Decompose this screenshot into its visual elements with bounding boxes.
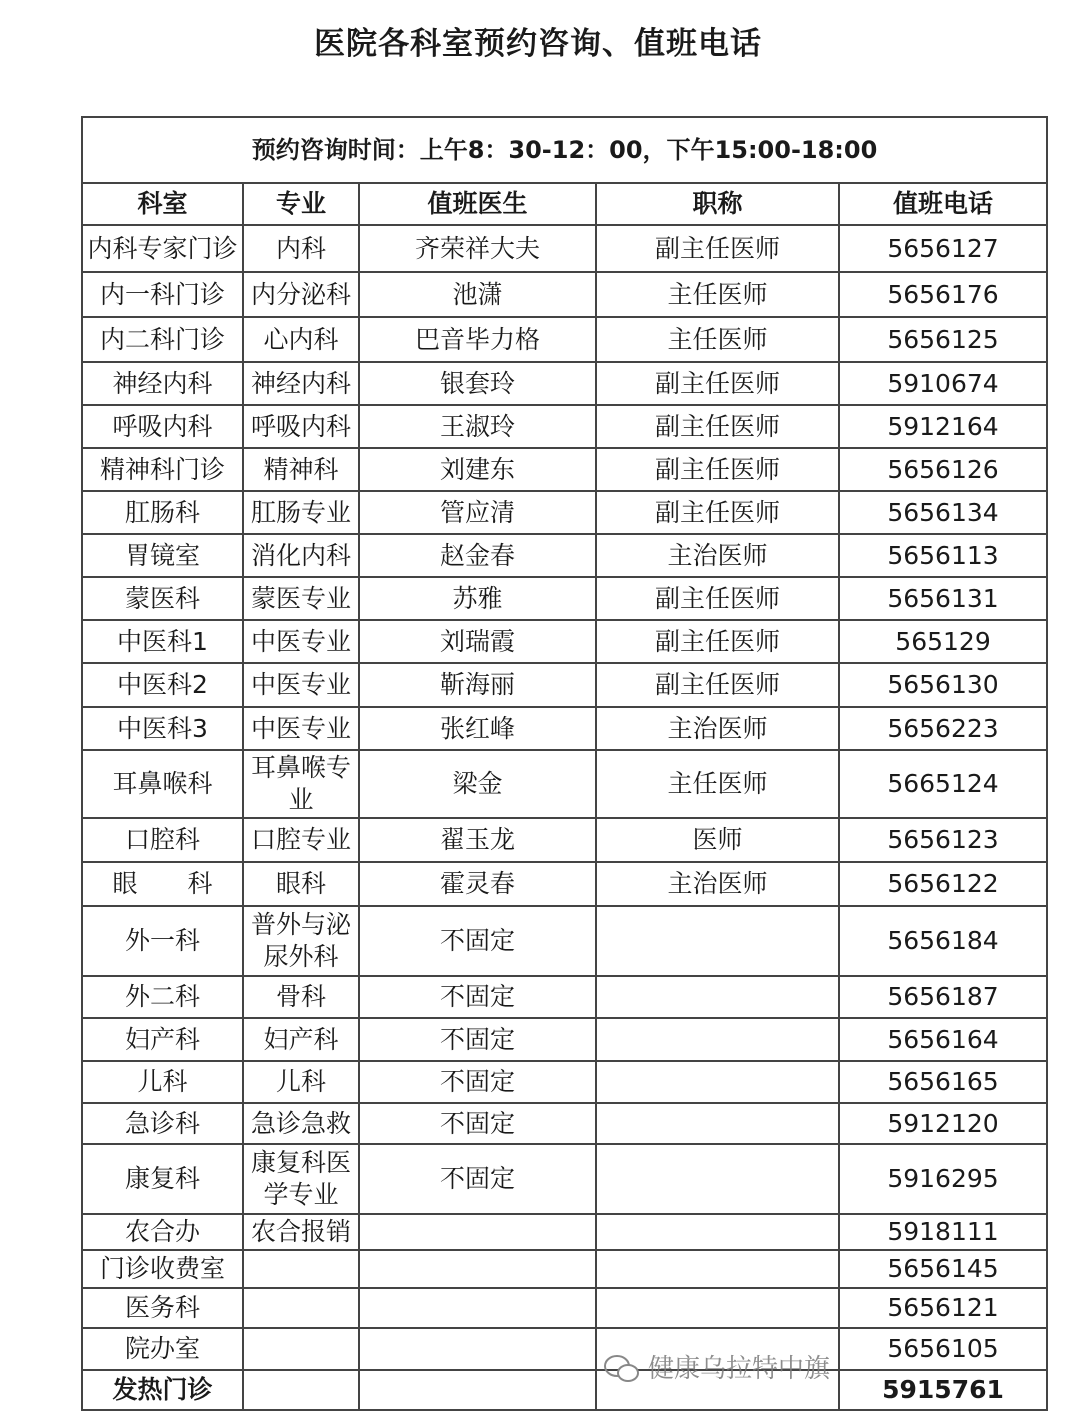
cell-doctor: 不固定 bbox=[359, 976, 596, 1018]
cell-dept: 胃镜室 bbox=[82, 534, 243, 577]
cell-specialty: 眼科 bbox=[243, 862, 359, 906]
cell-doctor: 不固定 bbox=[359, 906, 596, 976]
cell-dept: 门诊收费室 bbox=[82, 1250, 243, 1288]
cell-doctor: 不固定 bbox=[359, 1103, 596, 1144]
table-row bbox=[82, 1214, 1047, 1250]
cell-specialty: 神经内科 bbox=[243, 362, 359, 405]
table-row bbox=[82, 1370, 1047, 1410]
cell-title bbox=[596, 906, 839, 976]
table-row bbox=[82, 750, 1047, 818]
consult-hours: 预约咨询时间：上午8：30-12：00，下午15:00-18:00 bbox=[82, 117, 1047, 183]
cell-title bbox=[596, 1103, 839, 1144]
cell-title bbox=[596, 1061, 839, 1103]
cell-doctor: 苏雅 bbox=[359, 577, 596, 620]
cell-specialty: 耳鼻喉专业 bbox=[243, 750, 359, 818]
table-row bbox=[82, 491, 1047, 534]
cell-specialty: 中医专业 bbox=[243, 620, 359, 663]
cell-doctor: 银套玲 bbox=[359, 362, 596, 405]
cell-phone: 5656145 bbox=[839, 1250, 1047, 1288]
cell-title: 主任医师 bbox=[596, 750, 839, 818]
cell-specialty bbox=[243, 1288, 359, 1328]
col-header-phone: 值班电话 bbox=[839, 183, 1047, 225]
cell-specialty: 康复科医学专业 bbox=[243, 1144, 359, 1214]
cell-phone: 5656121 bbox=[839, 1288, 1047, 1328]
cell-title: 副主任医师 bbox=[596, 362, 839, 405]
cell-doctor: 不固定 bbox=[359, 1061, 596, 1103]
cell-dept: 眼 科 bbox=[82, 862, 243, 906]
cell-phone: 5656184 bbox=[839, 906, 1047, 976]
cell-doctor: 张红峰 bbox=[359, 707, 596, 750]
cell-dept: 耳鼻喉科 bbox=[82, 750, 243, 818]
cell-specialty: 内分泌科 bbox=[243, 272, 359, 317]
table-row bbox=[82, 663, 1047, 707]
col-header-doctor: 值班医生 bbox=[359, 183, 596, 225]
col-header-title: 职称 bbox=[596, 183, 839, 225]
cell-dept: 外一科 bbox=[82, 906, 243, 976]
phone-table bbox=[81, 116, 1048, 1411]
cell-dept: 农合办 bbox=[82, 1214, 243, 1250]
cell-specialty: 普外与泌尿外科 bbox=[243, 906, 359, 976]
cell-phone: 5656164 bbox=[839, 1018, 1047, 1061]
cell-dept: 精神科门诊 bbox=[82, 448, 243, 491]
cell-phone: 5918111 bbox=[839, 1214, 1047, 1250]
cell-dept: 中医科1 bbox=[82, 620, 243, 663]
cell-doctor: 赵金春 bbox=[359, 534, 596, 577]
cell-phone: 5656131 bbox=[839, 577, 1047, 620]
col-header-dept: 科室 bbox=[82, 183, 243, 225]
cell-specialty: 农合报销 bbox=[243, 1214, 359, 1250]
cell-phone: 5665124 bbox=[839, 750, 1047, 818]
cell-title: 主治医师 bbox=[596, 534, 839, 577]
cell-dept: 中医科3 bbox=[82, 707, 243, 750]
cell-phone: 5656122 bbox=[839, 862, 1047, 906]
cell-title bbox=[596, 1250, 839, 1288]
cell-phone: 5915761 bbox=[839, 1370, 1047, 1410]
cell-dept: 院办室 bbox=[82, 1328, 243, 1370]
cell-doctor: 梁金 bbox=[359, 750, 596, 818]
watermark-text: 健康乌拉特中旗 bbox=[648, 1354, 831, 1384]
cell-specialty: 蒙医专业 bbox=[243, 577, 359, 620]
cell-phone: 565129 bbox=[839, 620, 1047, 663]
table-row bbox=[82, 225, 1047, 272]
cell-doctor bbox=[359, 1250, 596, 1288]
table-row bbox=[82, 534, 1047, 577]
cell-specialty: 心内科 bbox=[243, 317, 359, 362]
cell-specialty: 急诊急救 bbox=[243, 1103, 359, 1144]
cell-title: 副主任医师 bbox=[596, 225, 839, 272]
cell-specialty: 内科 bbox=[243, 225, 359, 272]
cell-doctor: 不固定 bbox=[359, 1018, 596, 1061]
cell-specialty: 骨科 bbox=[243, 976, 359, 1018]
cell-phone: 5912164 bbox=[839, 405, 1047, 448]
table-row bbox=[82, 405, 1047, 448]
cell-phone: 5656123 bbox=[839, 818, 1047, 862]
cell-dept: 中医科2 bbox=[82, 663, 243, 707]
cell-specialty bbox=[243, 1370, 359, 1410]
cell-specialty: 肛肠专业 bbox=[243, 491, 359, 534]
cell-title: 医师 bbox=[596, 818, 839, 862]
cell-phone: 5656223 bbox=[839, 707, 1047, 750]
table-row bbox=[82, 818, 1047, 862]
cell-phone: 5656127 bbox=[839, 225, 1047, 272]
cell-phone: 5656187 bbox=[839, 976, 1047, 1018]
cell-doctor: 不固定 bbox=[359, 1144, 596, 1214]
cell-specialty: 中医专业 bbox=[243, 663, 359, 707]
cell-specialty: 消化内科 bbox=[243, 534, 359, 577]
cell-dept: 蒙医科 bbox=[82, 577, 243, 620]
cell-dept: 内一科门诊 bbox=[82, 272, 243, 317]
cell-dept: 外二科 bbox=[82, 976, 243, 1018]
table-row bbox=[82, 620, 1047, 663]
watermark bbox=[602, 1352, 830, 1386]
cell-doctor: 靳海丽 bbox=[359, 663, 596, 707]
cell-dept: 口腔科 bbox=[82, 818, 243, 862]
cell-title bbox=[596, 976, 839, 1018]
table-row bbox=[82, 707, 1047, 750]
cell-phone: 5656105 bbox=[839, 1328, 1047, 1370]
cell-phone: 5656165 bbox=[839, 1061, 1047, 1103]
cell-title bbox=[596, 1144, 839, 1214]
cell-title: 副主任医师 bbox=[596, 620, 839, 663]
table-row bbox=[82, 1061, 1047, 1103]
cell-specialty: 妇产科 bbox=[243, 1018, 359, 1061]
cell-dept: 康复科 bbox=[82, 1144, 243, 1214]
table-row bbox=[82, 577, 1047, 620]
cell-doctor bbox=[359, 1370, 596, 1410]
table-row bbox=[82, 362, 1047, 405]
cell-title: 副主任医师 bbox=[596, 577, 839, 620]
table-row bbox=[82, 1288, 1047, 1328]
cell-doctor: 池潇 bbox=[359, 272, 596, 317]
cell-dept: 内二科门诊 bbox=[82, 317, 243, 362]
cell-phone: 5656130 bbox=[839, 663, 1047, 707]
cell-specialty: 呼吸内科 bbox=[243, 405, 359, 448]
cell-specialty bbox=[243, 1328, 359, 1370]
cell-dept: 发热门诊 bbox=[82, 1370, 243, 1410]
page-title: 医院各科室预约咨询、值班电话 bbox=[314, 26, 762, 62]
cell-title: 副主任医师 bbox=[596, 491, 839, 534]
cell-specialty bbox=[243, 1250, 359, 1288]
cell-doctor bbox=[359, 1328, 596, 1370]
header-row bbox=[82, 183, 1047, 225]
table-row bbox=[82, 1018, 1047, 1061]
cell-specialty: 口腔专业 bbox=[243, 818, 359, 862]
table-row bbox=[82, 272, 1047, 317]
cell-title: 主治医师 bbox=[596, 707, 839, 750]
table-row bbox=[82, 976, 1047, 1018]
cell-doctor: 管应清 bbox=[359, 491, 596, 534]
cell-doctor: 霍灵春 bbox=[359, 862, 596, 906]
cell-dept: 急诊科 bbox=[82, 1103, 243, 1144]
cell-title: 副主任医师 bbox=[596, 448, 839, 491]
cell-doctor bbox=[359, 1288, 596, 1328]
table-row bbox=[82, 448, 1047, 491]
cell-title bbox=[596, 1288, 839, 1328]
wechat-icon bbox=[602, 1352, 642, 1386]
table-row bbox=[82, 906, 1047, 976]
cell-specialty: 儿科 bbox=[243, 1061, 359, 1103]
cell-dept: 医务科 bbox=[82, 1288, 243, 1328]
cell-dept: 呼吸内科 bbox=[82, 405, 243, 448]
cell-dept: 儿科 bbox=[82, 1061, 243, 1103]
cell-doctor: 齐荣祥大夫 bbox=[359, 225, 596, 272]
cell-title bbox=[596, 1018, 839, 1061]
cell-doctor: 翟玉龙 bbox=[359, 818, 596, 862]
cell-title: 副主任医师 bbox=[596, 663, 839, 707]
cell-phone: 5910674 bbox=[839, 362, 1047, 405]
cell-specialty: 中医专业 bbox=[243, 707, 359, 750]
cell-doctor: 刘建东 bbox=[359, 448, 596, 491]
cell-dept: 妇产科 bbox=[82, 1018, 243, 1061]
table-row bbox=[82, 1250, 1047, 1288]
table-row bbox=[82, 862, 1047, 906]
table-row bbox=[82, 317, 1047, 362]
cell-title: 主任医师 bbox=[596, 317, 839, 362]
table-row bbox=[82, 1103, 1047, 1144]
cell-title: 副主任医师 bbox=[596, 405, 839, 448]
table-row bbox=[82, 1144, 1047, 1214]
col-header-specialty: 专业 bbox=[243, 183, 359, 225]
cell-doctor bbox=[359, 1214, 596, 1250]
cell-dept: 内科专家门诊 bbox=[82, 225, 243, 272]
cell-phone: 5656125 bbox=[839, 317, 1047, 362]
cell-dept: 肛肠科 bbox=[82, 491, 243, 534]
cell-title: 主治医师 bbox=[596, 862, 839, 906]
cell-phone: 5656134 bbox=[839, 491, 1047, 534]
hours-row bbox=[82, 117, 1047, 183]
table-row bbox=[82, 1328, 1047, 1370]
cell-phone: 5656176 bbox=[839, 272, 1047, 317]
cell-doctor: 王淑玲 bbox=[359, 405, 596, 448]
cell-title: 主任医师 bbox=[596, 272, 839, 317]
cell-phone: 5912120 bbox=[839, 1103, 1047, 1144]
cell-phone: 5656113 bbox=[839, 534, 1047, 577]
cell-dept: 神经内科 bbox=[82, 362, 243, 405]
cell-doctor: 刘瑞霞 bbox=[359, 620, 596, 663]
cell-phone: 5916295 bbox=[839, 1144, 1047, 1214]
cell-title bbox=[596, 1214, 839, 1250]
cell-doctor: 巴音毕力格 bbox=[359, 317, 596, 362]
cell-phone: 5656126 bbox=[839, 448, 1047, 491]
cell-specialty: 精神科 bbox=[243, 448, 359, 491]
